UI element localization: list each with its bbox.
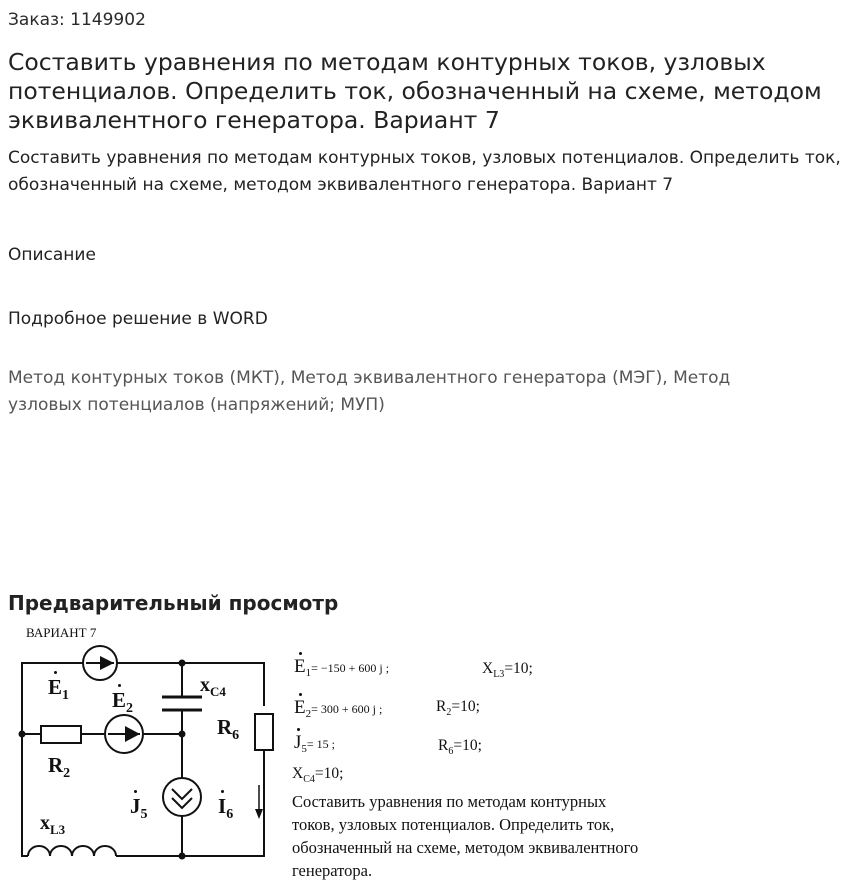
source-e2 bbox=[105, 715, 143, 753]
label-r2: $R_2$ bbox=[48, 753, 71, 782]
description-text: Подробное решение в WORD bbox=[8, 309, 268, 329]
inductor-xl3 bbox=[28, 846, 116, 856]
param-xc4: $X_{C4}=10$; bbox=[292, 765, 344, 786]
param-e2: $E_2= 300 + 600$ j ; bbox=[294, 697, 383, 721]
param-r2: $R_2=10$; bbox=[436, 698, 480, 719]
order-number: Заказ: 1149902 bbox=[8, 10, 146, 30]
current-source-j5 bbox=[163, 778, 201, 816]
param-j5: $J_5= 15$ ; bbox=[294, 732, 336, 756]
source-e1 bbox=[83, 646, 117, 680]
label-i6: $I_6$ bbox=[218, 794, 234, 823]
resistor-r6 bbox=[255, 714, 273, 750]
description-heading: Описание bbox=[8, 245, 96, 265]
preview-task-text: Составить уравнения по методам контурных токов, узловых потенциалов. Определить ток, обозначенный на схеме, методом эквивалентного генератора. bbox=[292, 792, 639, 880]
current-arrow-i6 bbox=[255, 785, 263, 819]
methods-tags: Метод контурных токов (МКТ), Метод эквивалентного генератора (МЭГ), Метод узловых потенциалов (напряжений; МУП) bbox=[8, 368, 731, 415]
param-xl3: $X_{L3}=10$; bbox=[482, 660, 533, 681]
page-title: Составить уравнения по методам контурных токов, узловых потенциалов. Определить ток, обозначенный на схеме, методом эквивалентного генератора. Вариант 7 bbox=[8, 48, 822, 134]
param-r6: $R_6=10$; bbox=[438, 737, 482, 758]
preview-heading: Предварительный просмотр bbox=[8, 591, 339, 615]
label-j5: $J_5$ bbox=[130, 794, 148, 823]
param-e1: $E_1= -150 + 600$ j ; bbox=[294, 656, 390, 680]
label-r6: $R_6$ bbox=[217, 715, 240, 744]
lead-text: Составить уравнения по методам контурных токов, узловых потенциалов. Определить ток, обозначенный на схеме, методом эквивалентного генератора. Вариант 7 bbox=[8, 148, 841, 195]
label-xc4: $x_{C4}$ bbox=[200, 674, 226, 699]
capacitor-xc4 bbox=[162, 697, 202, 710]
variant-label: ВАРИАНТ 7 bbox=[26, 625, 97, 640]
preview-image bbox=[8, 622, 654, 884]
label-xl3: $x_{L3}$ bbox=[40, 812, 66, 837]
label-e1: $E_1$ bbox=[48, 675, 70, 704]
resistor-r2 bbox=[41, 726, 81, 743]
label-e2: $E_2$ bbox=[112, 688, 134, 717]
